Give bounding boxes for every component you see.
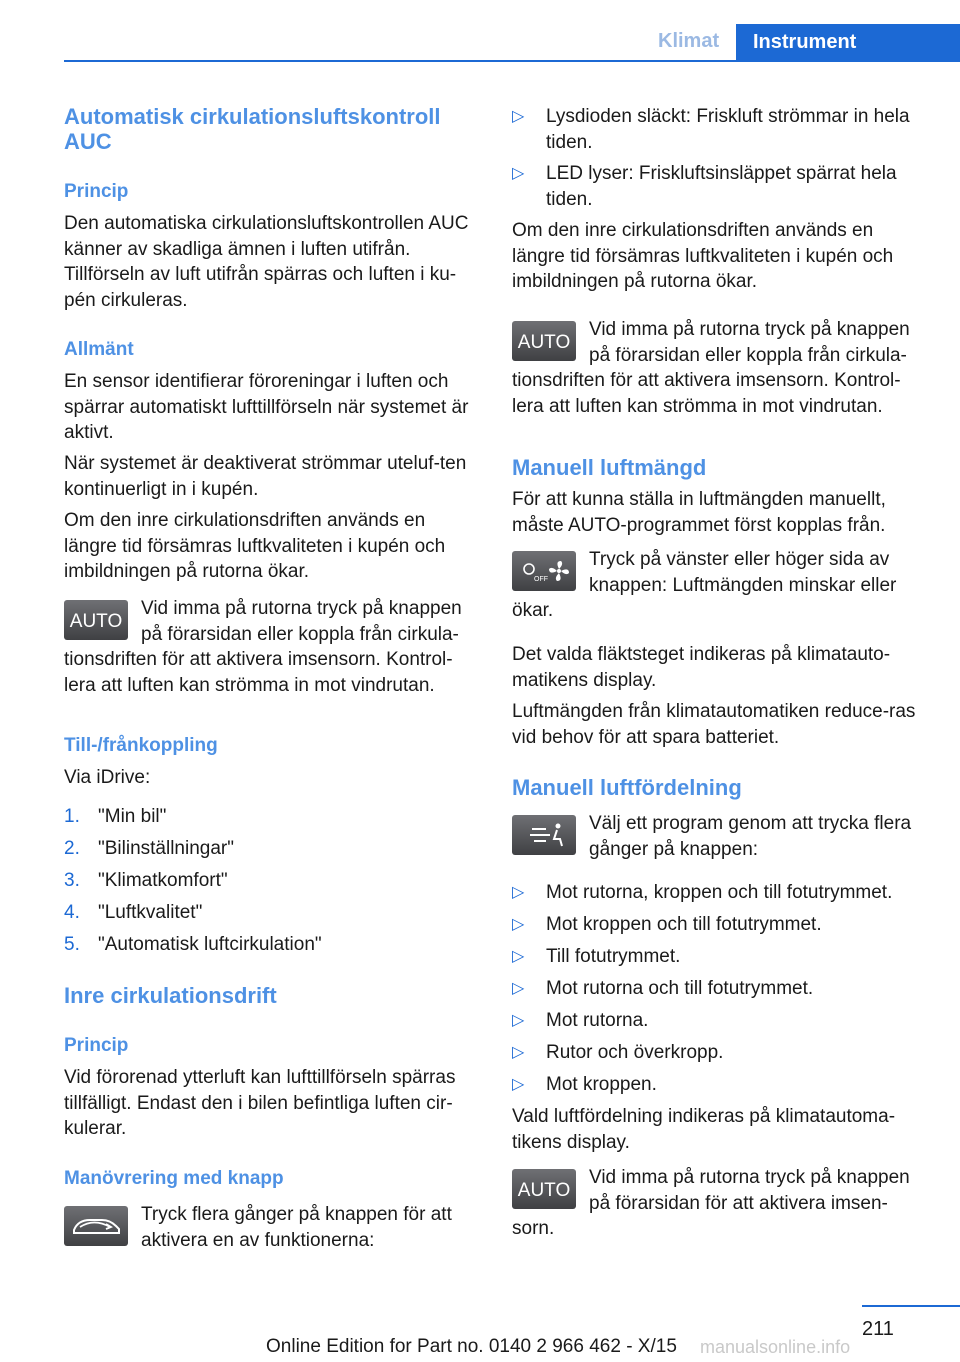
section-title-recirc: Inre cirkulationsdrift [64,983,277,1008]
auto-button-icon [512,321,576,361]
note-recirc-button-text: Tryck flera gånger på knappen för att aktivera en av funktionerna: [141,1204,452,1251]
triangle-bullet-icon: ▷ [512,165,525,182]
paragraph-general-2: När systemet är deaktiverat strömmar uteluf-ten kontinuerligt in i kupén. [64,453,467,500]
fan-button-icon [512,551,576,591]
triangle-bullet-icon: ▷ [512,1076,525,1093]
paragraph-fan-display: Det valda fläktsteget indikeras på klimatauto-matikens display. [512,644,891,691]
paragraph-principle: Den automatiska cirkulationsluftskontrollen AUC känner av skadliga ämnen i luften utifrån. Tillförseln av luft utifrån spärras och luften i ku-pén cirkuleras. [64,213,469,311]
list-item: ▷ LED lyser: Friskluftsinsläppet spärrat hela tiden. [512,163,897,210]
list-item: 3. "Klimatkomfort" [64,870,228,891]
footer-rule [862,1305,960,1307]
triangle-bullet-icon: ▷ [512,108,525,125]
list-item: ▷ Mot rutorna och till fotutrymmet. [512,976,928,1002]
heading-princip-2: Princip [64,1035,129,1056]
page-number: 211 [862,1318,894,1340]
heading-button-operation: Manövrering med knapp [64,1168,284,1189]
note-fan-text: Tryck på vänster eller höger sida av knappen: Luftmängden minskar eller ökar. [512,549,897,621]
air-distribution-button-icon [512,815,576,855]
triangle-bullet-icon: ▷ [512,948,525,965]
section-title-distribution: Manuell luftfördelning [512,775,742,800]
triangle-bullet-icon: ▷ [512,1044,525,1061]
list-item: 4. "Luftkvalitet" [64,902,203,923]
note-auto-2 [512,317,928,419]
triangle-bullet-icon: ▷ [512,980,525,997]
list-item: 1. "Min bil" [64,806,167,827]
list-item: ▷ Rutor och överkropp. [512,1040,928,1066]
note-distribution-text: Välj ett program genom att trycka flera gånger på knappen: [589,813,912,860]
paragraph-recirc-principle: Vid förorenad ytterluft kan lufttillförseln spärras tillfälligt. Endast den i bilen befintliga luften cir-kulerar. [64,1067,456,1139]
triangle-bullet-icon: ▷ [512,916,525,933]
via-idrive: Via iDrive: [64,767,151,788]
note-recirc-button [64,1202,480,1253]
note-auto-1-text: Vid imma på rutorna tryck på knappen på förarsidan eller koppla från cirkula-tionsdriften för att aktivera imsensorn. Kontrol-lera att luften kan strömma in mot vindrutan. [64,598,462,696]
list-item: ▷ Mot rutorna, kroppen och till fotutrymmet. [512,880,928,906]
recirculation-button-icon [64,1206,128,1246]
svg-text:AUTO: AUTO [517,332,571,353]
tab-instrument: Instrument [736,24,960,62]
watermark: manualsonline.info [700,1337,851,1357]
note-auto-1 [64,596,480,698]
heading-toggle: Till-/frånkoppling [64,735,218,756]
list-item: ▷ Mot kroppen och till fotutrymmet. [512,912,928,938]
triangle-bullet-icon: ▷ [512,1012,525,1029]
paragraph-general-3: Om den inre cirkulationsdriften används en längre tid försämras luftkvaliteten i kupén och imbildningen på rutorna ökar. [64,510,446,582]
list-item: 5. "Automatisk luftcirkulation" [64,934,322,955]
note-auto-3 [512,1165,928,1242]
svg-text:AUTO: AUTO [517,1180,571,1201]
edition-text: Online Edition for Part no. 0140 2 966 462 - X/15 [266,1336,677,1357]
list-item: ▷ Lysdioden släckt: Friskluft strömmar in hela tiden. [512,106,910,153]
tab-klimat: Klimat [658,30,720,52]
note-auto-2-text: Vid imma på rutorna tryck på knappen på förarsidan eller koppla från cirkula-tionsdriften för att aktivera imsensorn. Kontrol-lera att luften kan strömma in mot vindrutan. [512,319,910,417]
auto-button-icon [512,1169,576,1209]
list-item: ▷ Till fotutrymmet. [512,944,928,970]
svg-text:OFF: OFF [534,576,548,583]
svg-text:AUTO: AUTO [69,611,123,632]
heading-allmant: Allmänt [64,339,134,360]
paragraph-distribution-display: Vald luftfördelning indikeras på klimatautoma-tikens display. [512,1106,896,1153]
note-distribution [512,811,928,862]
paragraph-general-1: En sensor identifierar föroreningar i luften och spärrar automatiskt lufttillförseln när systemet är aktivt. [64,371,469,443]
list-item: ▷ Mot kroppen. [512,1072,928,1098]
paragraph-airflow: För att kunna ställa in luftmängden manuellt, måste AUTO-programmet först kopplas från. [512,489,886,536]
section-title-auc: Automatisk cirkulationsluftskontroll AUC [64,104,441,154]
auto-button-icon [64,600,128,640]
note-auto-3-text: Vid imma på rutorna tryck på knappen på förarsidan för att aktivera imsen-sorn. [512,1167,910,1239]
list-item: 2. "Bilinställningar" [64,838,234,859]
paragraph-recirc-quality: Om den inre cirkulationsdriften används en längre tid försämras luftkvaliteten i kupén och imbildningen på rutorna ökar. [512,220,894,292]
note-fan [512,547,928,624]
header-rule [64,60,960,62]
heading-princip: Princip [64,181,129,202]
paragraph-battery: Luftmängden från klimatautomatiken reduce-ras vid behov för att spara batteriet. [512,701,916,748]
list-item: ▷ Mot rutorna. [512,1008,928,1034]
triangle-bullet-icon: ▷ [512,884,525,901]
section-title-airflow: Manuell luftmängd [512,455,707,480]
